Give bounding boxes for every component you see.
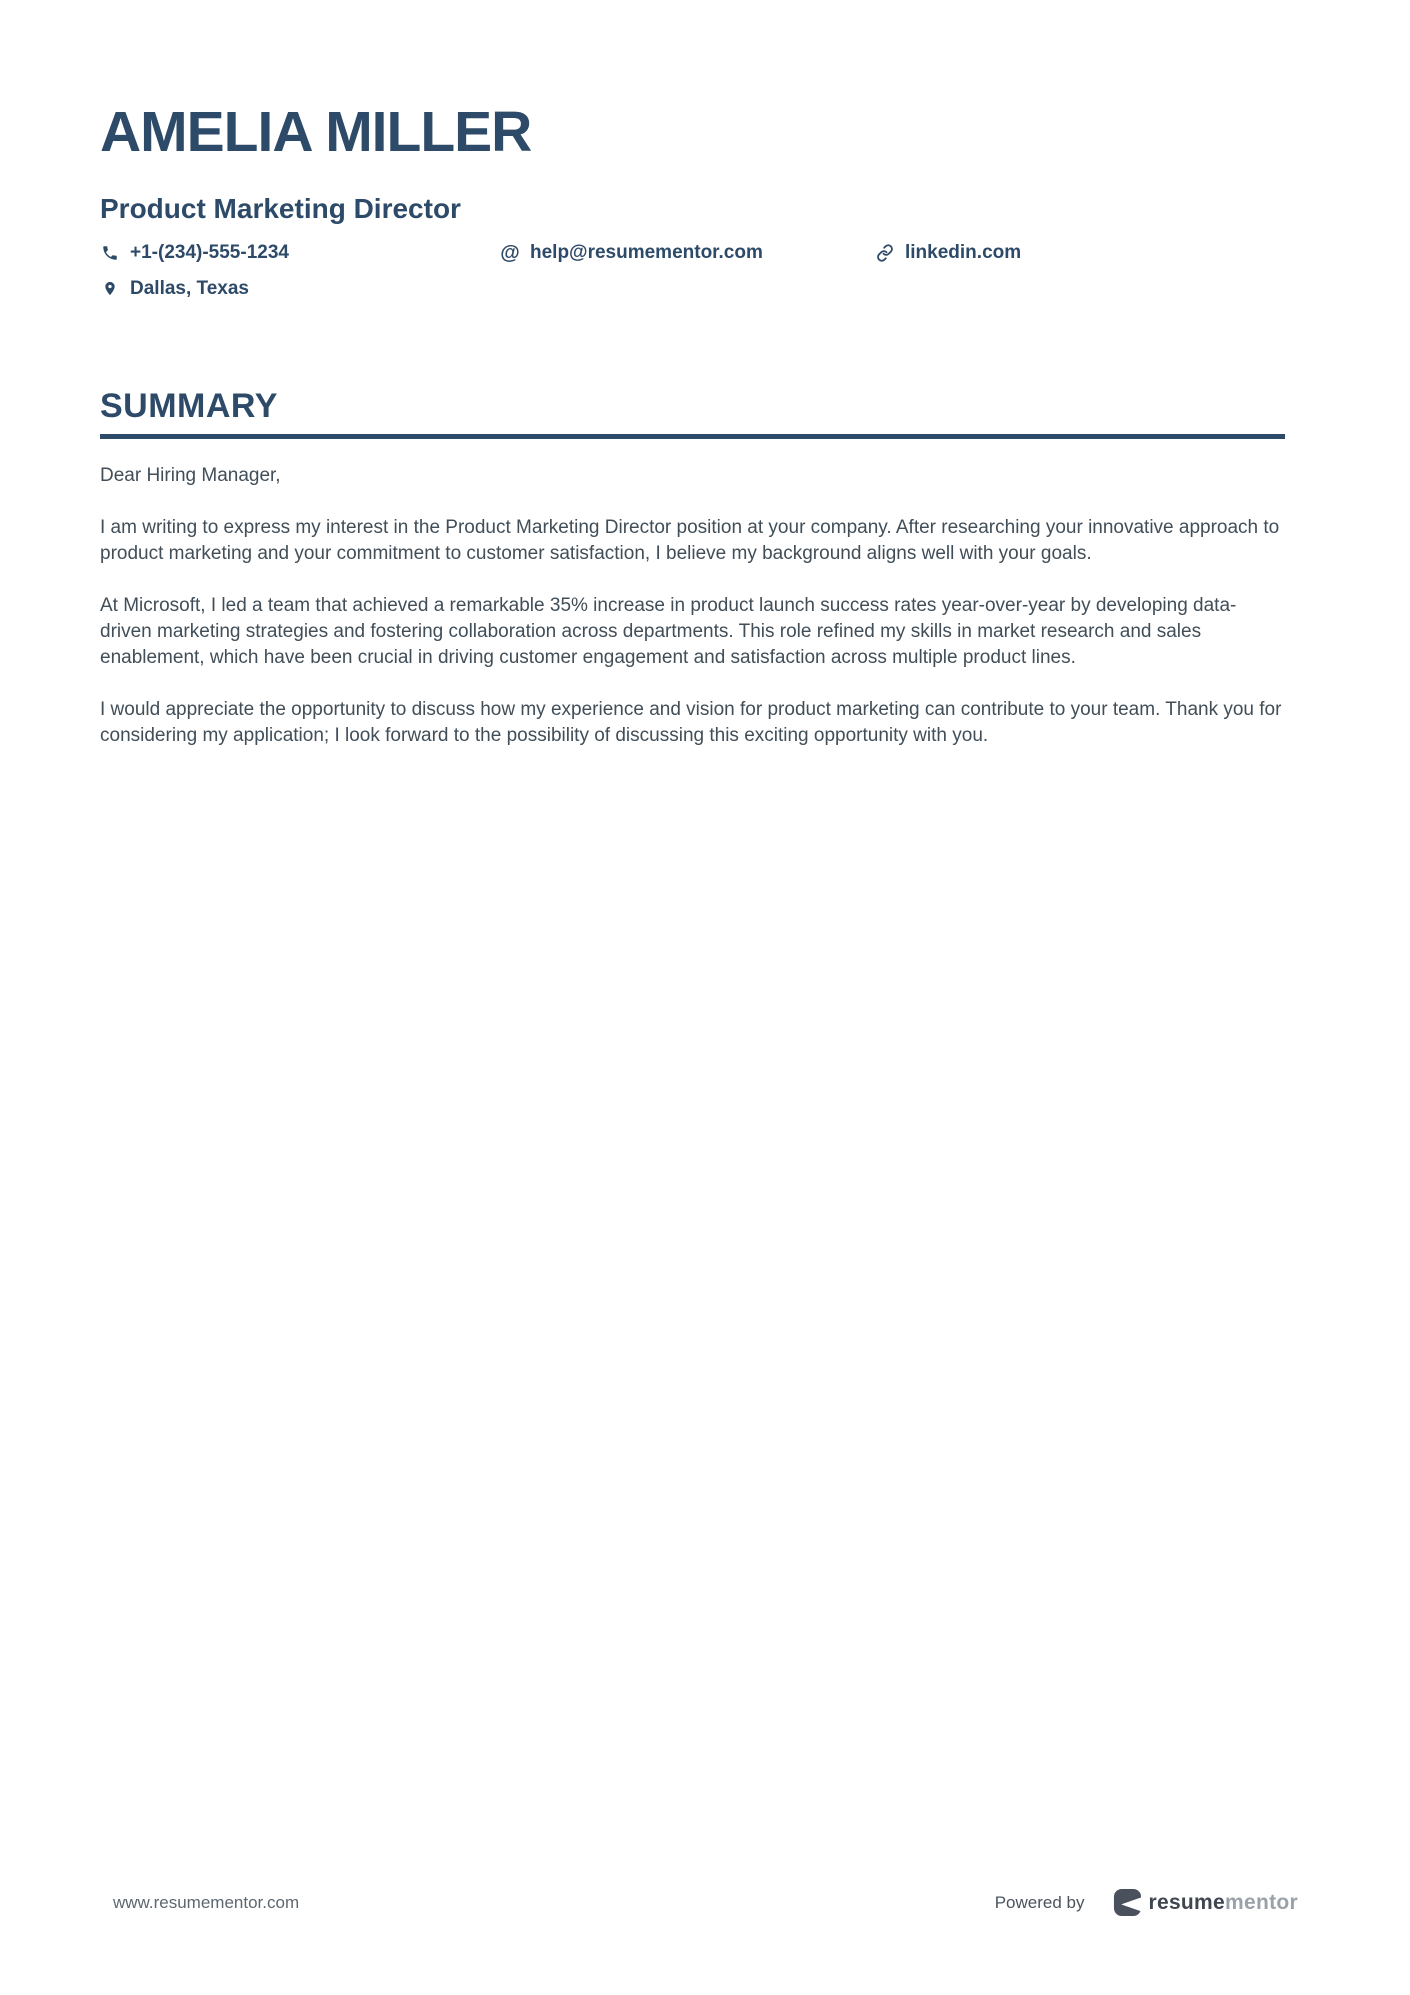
candidate-name: AMELIA MILLER (100, 100, 532, 164)
contact-location-label: Dallas, Texas (130, 277, 250, 299)
resumementor-logo-text (1149, 1891, 1299, 1915)
summary-paragraph: I am writing to express my interest in the Product Marketing Director position at your company. After researching your innovative approach to product marketing and your commitment to customer satisfaction, I believe my background aligns well with your goals. (100, 517, 1280, 565)
contact-row-primary (100, 242, 1285, 264)
brand-bold-text: resume (1148, 1890, 1226, 1914)
footer-website-link[interactable]: www.resumementor.com (113, 1893, 300, 1912)
phone-icon (100, 243, 120, 263)
contact-linkedin[interactable] (875, 242, 1021, 264)
at-icon: @ (500, 241, 520, 264)
document-content (100, 98, 1285, 749)
resumementor-logo-icon (1113, 1888, 1142, 1917)
footer-brand-group (995, 1888, 1298, 1917)
powered-by-label: Powered by (994, 1892, 1085, 1912)
contact-email-label: help@resumementor.com (530, 241, 763, 263)
contact-phone[interactable] (100, 242, 500, 264)
section-divider (100, 434, 1285, 439)
summary-section-heading: SUMMARY (100, 386, 278, 425)
summary-paragraph: I would appreciate the opportunity to discuss how my experience and vision for product marketing can contribute to your team. Thank you for considering my application; I look forward to the possibility of discussing this exciting opportunity with you. (100, 699, 1282, 747)
salutation-text: Dear Hiring Manager, (100, 465, 281, 487)
contact-row-secondary (100, 278, 1285, 300)
candidate-job-title: Product Marketing Director (100, 193, 461, 225)
contact-location (100, 278, 249, 300)
resumementor-logo[interactable] (1113, 1888, 1299, 1917)
page-footer (0, 1888, 1410, 1928)
summary-paragraph: At Microsoft, I led a team that achieved a remarkable 35% increase in product launch success rates year-over-year by developing data-driven marketing strategies and fostering collaboration across departments. This role refined my skills in market research and sales enablement, which have been crucial in driving customer engagement and satisfaction across multiple product lines. (100, 595, 1237, 669)
brand-light-text: mentor (1225, 1890, 1298, 1914)
contact-email[interactable] (500, 242, 875, 264)
location-pin-icon (100, 279, 120, 299)
contact-phone-label: +1-(234)-555-1234 (130, 241, 289, 263)
contact-linkedin-label: linkedin.com (905, 241, 1022, 263)
link-icon (875, 243, 895, 263)
